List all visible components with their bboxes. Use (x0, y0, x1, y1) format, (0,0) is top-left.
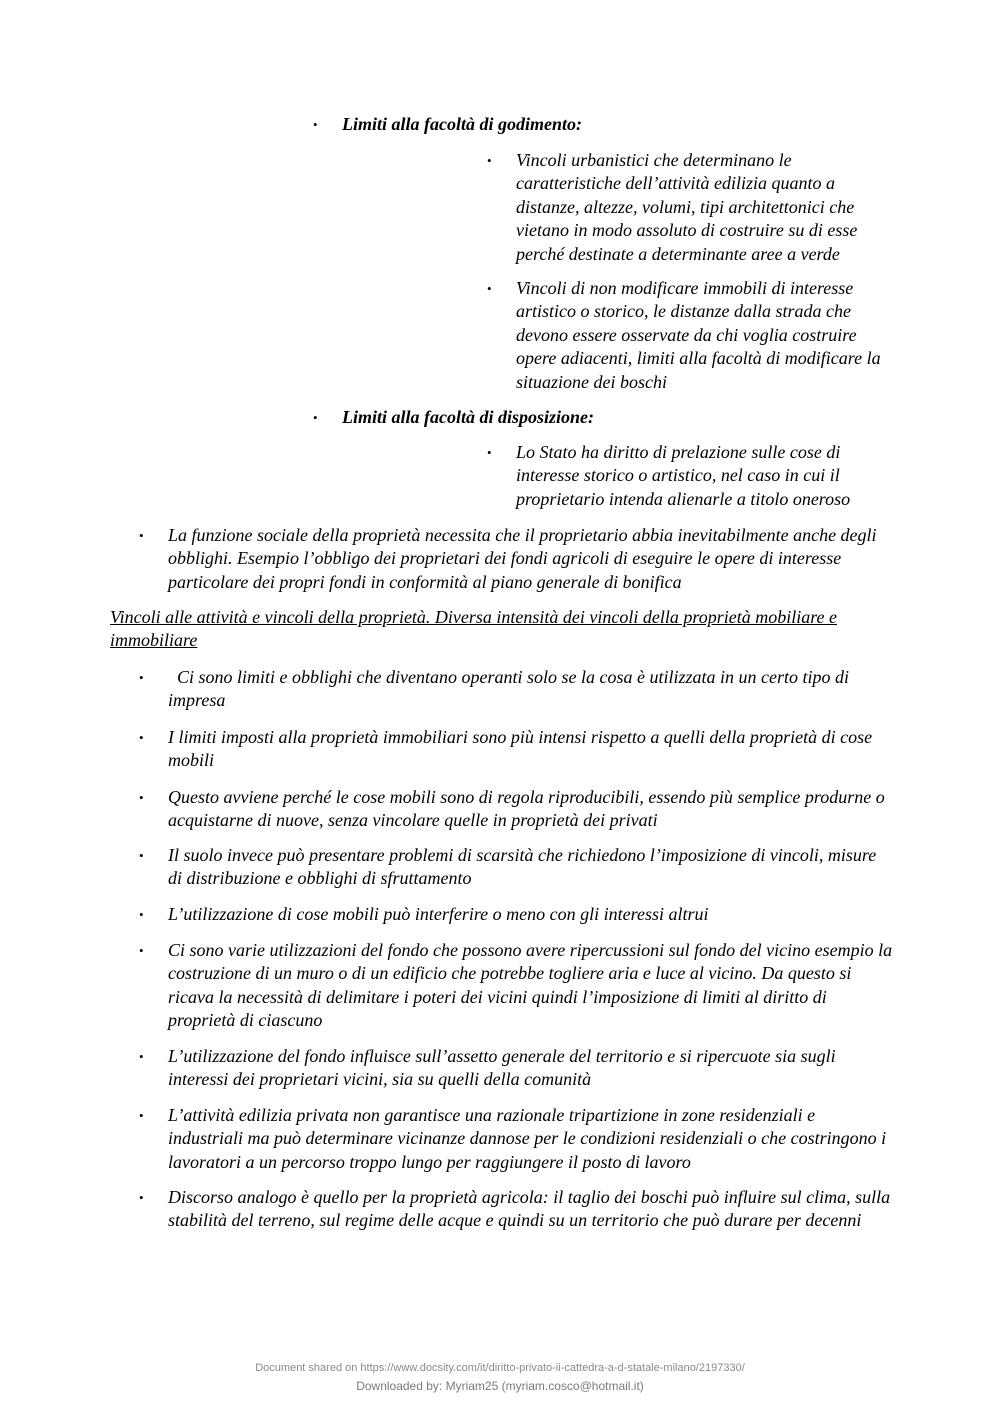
list-item: I limiti imposti alla proprietà immobiliari sono più intensi rispetto a quelli della proprietà di cose mobili (168, 727, 873, 771)
list-item: L’attività edilizia privata non garantisce una razionale tripartizione in zone residenziali e industriali ma può determinare vicinanze dannose per le condizioni residenziali o che costringono i lavoratori a un percorso troppo lungo per raggiungere il posto di lavoro (168, 1105, 887, 1172)
list-item: Questo avviene perché le cose mobili sono di regola riproducibili, essendo più semplice produrne o acquistarne di nuove, senza vincolare quelle in proprietà dei privati (168, 787, 885, 831)
list-item: L’utilizzazione di cose mobili può interferire o meno con gli interessi altrui (168, 904, 709, 924)
list-item-funzione-sociale: La funzione sociale della proprietà necessita che il proprietario abbia inevitabilmente anche degli obblighi. Esempio l’obbligo dei proprietari dei fondi agricoli di eseguire le opere di interesse particolare dei propri fondi in conformità al piano generale di bonifica (168, 525, 877, 592)
bullet: • (139, 790, 144, 805)
subsection-heading-godimento: Limiti alla facoltà di godimento: (342, 114, 582, 134)
subsection-heading-disposizione: Limiti alla facoltà di disposizione: (342, 407, 594, 427)
section-title: Vincoli alle attività e vincoli della proprietà. Diversa intensità dei vincoli della proprietà mobiliare e immobiliare (110, 607, 838, 651)
bullet: • (139, 943, 144, 958)
bullet: • (139, 730, 144, 745)
footer-downloaded-by: Downloaded by: Myriam25 (myriam.cosco@hotmail.it) (356, 1379, 644, 1393)
bullet: • (139, 848, 144, 863)
bullet: • (139, 907, 144, 922)
bullet: • (487, 153, 492, 168)
list-item-vincoli-immobili: Vincoli di non modificare immobili di interesse artistico o storico, le distanze dalla strada che devono essere osservate da chi voglia costruire opere adiacenti, limiti alla facoltà di modificare la situazione dei boschi (516, 278, 881, 392)
footer-shared-link: Document shared on https://www.docsity.com/it/diritto-privato-ii-cattedra-a-d-statale-milano/2197330/ (255, 1362, 745, 1374)
bullet: • (139, 1108, 144, 1123)
bullet: • (139, 528, 144, 543)
bullet: • (487, 445, 492, 460)
bullet: • (313, 117, 318, 132)
bullet: • (139, 670, 144, 685)
list-item-prelazione: Lo Stato ha diritto di prelazione sulle cose di interesse storico o artistico, nel caso in cui il proprietario intenda alienarle a titolo oneroso (516, 442, 851, 509)
bullet: • (487, 281, 492, 296)
bullet: • (139, 1190, 144, 1205)
bullet: • (313, 410, 318, 425)
list-item: Discorso analogo è quello per la proprietà agricola: il taglio dei boschi può influire sul clima, sulla stabilità del terreno, sul regime delle acque e quindi su un territorio che può durare per decenni (168, 1187, 891, 1231)
bullet: • (139, 1049, 144, 1064)
list-item: Ci sono varie utilizzazioni del fondo che possono avere ripercussioni sul fondo del vicino esempio la costruzione di un muro o di un edificio che potrebbe togliere aria e luce al vicino. Da questo si ricava la necessità di delimitare i poteri dei vicini quindi l’imposizione di limiti al diritto di proprietà di ciascuno (168, 940, 893, 1031)
list-item-vincoli-urbanistici: Vincoli urbanistici che determinano le caratteristiche dell’attività edilizia quanto a distanze, altezze, volumi, tipi architettonici che vietano in modo assoluto di costruire su di esse perché destinate a determinante aree a verde (516, 150, 858, 264)
list-item: L’utilizzazione del fondo influisce sull’assetto generale del territorio e si ripercuote sia sugli interessi dei proprietari vicini, sia su quelli della comunità (168, 1046, 836, 1090)
list-item: Il suolo invece può presentare problemi di scarsità che richiedono l’imposizione di vincoli, misure di distribuzione e obblighi di sfruttamento (168, 845, 877, 889)
list-item: Ci sono limiti e obblighi che diventano operanti solo se la cosa è utilizzata in un certo tipo di impresa (168, 667, 849, 711)
